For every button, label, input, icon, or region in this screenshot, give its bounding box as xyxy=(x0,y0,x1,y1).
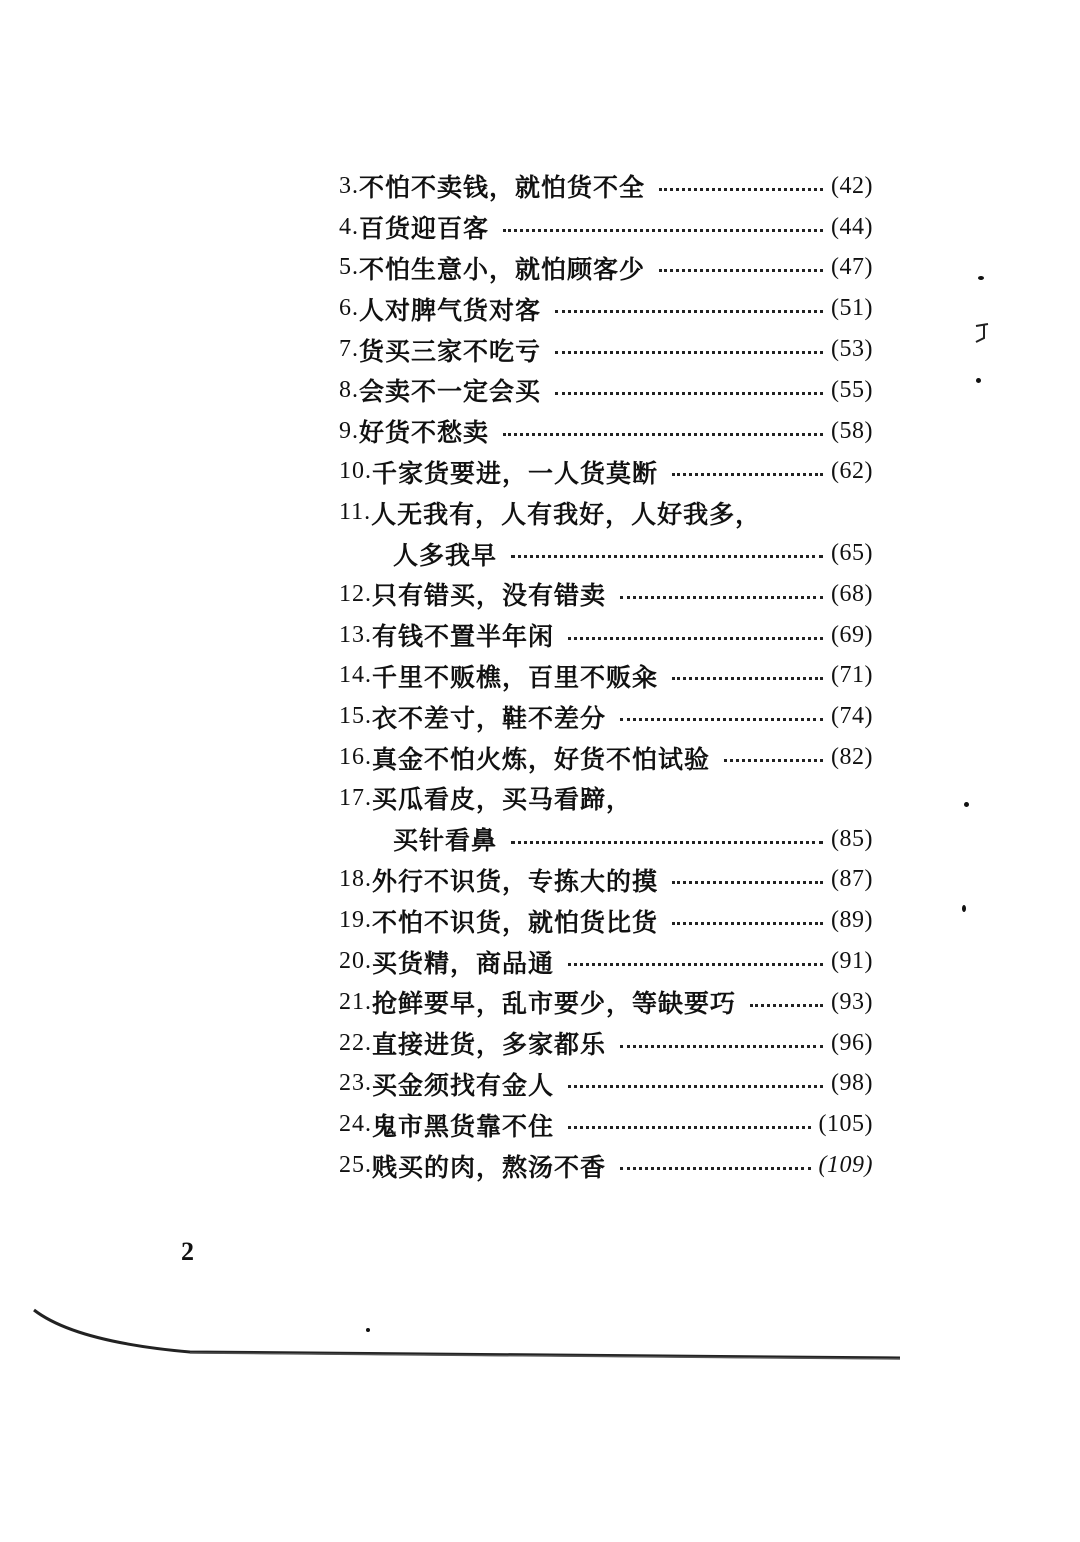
toc-entry xyxy=(339,370,873,411)
toc-entry-page: (109) xyxy=(818,1152,873,1179)
dot-leader xyxy=(672,922,823,925)
toc-entry-title: 人对脾气货对客 xyxy=(359,295,542,325)
toc-entry-title-continued: 买针看鼻 xyxy=(393,826,498,856)
toc-entry-title: 千里不贩樵，百里不贩籴 xyxy=(372,662,659,692)
table-of-contents xyxy=(339,166,873,1186)
scan-speck xyxy=(962,905,966,912)
toc-entry-number: 10. xyxy=(339,458,372,485)
dot-leader xyxy=(511,555,823,558)
toc-entry xyxy=(339,615,873,656)
toc-entry-number: 14. xyxy=(339,662,372,689)
toc-entry-title: 不怕生意小，就怕顾客少 xyxy=(359,254,646,284)
dot-leader xyxy=(511,841,823,844)
dot-leader xyxy=(555,310,823,313)
scan-speck xyxy=(976,378,981,383)
toc-entry-title: 不怕不识货，就怕货比货 xyxy=(372,907,659,937)
scan-mark xyxy=(972,322,992,346)
toc-entry-title-continued: 人多我早 xyxy=(393,540,498,570)
dot-leader xyxy=(672,473,823,476)
dot-leader xyxy=(568,1126,811,1129)
dot-leader xyxy=(724,759,823,762)
toc-entry-title: 不怕不卖钱，就怕货不全 xyxy=(359,173,646,203)
scan-speck xyxy=(964,802,969,807)
toc-entry-number: 24. xyxy=(339,1111,372,1138)
toc-entry xyxy=(339,574,873,615)
toc-entry-number: 15. xyxy=(339,703,372,730)
toc-entry xyxy=(339,1064,873,1105)
toc-entry-title: 买金须找有金人 xyxy=(372,1070,555,1100)
dot-leader xyxy=(672,881,823,884)
dot-leader xyxy=(503,229,823,232)
toc-entry-number: 22. xyxy=(339,1029,372,1056)
toc-entry xyxy=(339,248,873,289)
toc-entry-number: 7. xyxy=(339,336,359,363)
toc-entry-title: 会卖不一定会买 xyxy=(359,377,542,407)
toc-entry-page: (98) xyxy=(831,1070,873,1097)
toc-entry-page: (53) xyxy=(831,336,873,363)
dot-leader xyxy=(503,433,823,436)
toc-entry xyxy=(339,329,873,370)
toc-entry-continuation xyxy=(339,533,873,574)
dot-leader xyxy=(620,1045,823,1048)
dot-leader xyxy=(568,963,823,966)
toc-entry-number: 6. xyxy=(339,295,359,322)
toc-entry xyxy=(339,900,873,941)
toc-entry xyxy=(339,941,873,982)
toc-entry-number: 11. xyxy=(339,499,372,526)
toc-entry-title: 贱买的肉，熬汤不香 xyxy=(372,1152,607,1182)
toc-entry-title: 外行不识货，专拣大的摸 xyxy=(372,866,659,896)
toc-entry-page: (96) xyxy=(831,1029,873,1056)
toc-entry-page: (47) xyxy=(831,254,873,281)
toc-entry-title: 买货精，商品通 xyxy=(372,948,555,978)
toc-entry-title: 人无我有，人有我好，人好我多， xyxy=(371,499,762,529)
toc-entry xyxy=(339,1023,873,1064)
toc-entry-page: (82) xyxy=(831,744,873,771)
scan-speck xyxy=(366,1328,370,1332)
toc-entry-number: 8. xyxy=(339,376,359,403)
toc-entry-page: (87) xyxy=(831,866,873,893)
toc-entry-title: 直接进货，多家都乐 xyxy=(372,1030,607,1060)
toc-entry xyxy=(339,492,873,533)
toc-entry-page: (58) xyxy=(831,417,873,444)
toc-entry xyxy=(339,207,873,248)
toc-entry xyxy=(339,656,873,697)
dot-leader xyxy=(659,188,823,191)
toc-entry-page: (44) xyxy=(831,213,873,240)
toc-entry-page: (74) xyxy=(831,703,873,730)
dot-leader xyxy=(555,392,823,395)
toc-entry-page: (65) xyxy=(831,540,873,567)
toc-entry xyxy=(339,737,873,778)
toc-entry-number: 3. xyxy=(339,172,359,199)
toc-entry-page: (105) xyxy=(818,1111,873,1138)
toc-entry-page: (89) xyxy=(831,907,873,934)
toc-entry-title: 买瓜看皮，买马看蹄， xyxy=(372,785,633,815)
page-number: 2 xyxy=(181,1237,194,1266)
toc-entry-title: 鬼市黑货靠不住 xyxy=(372,1111,555,1141)
toc-entry xyxy=(339,288,873,329)
toc-entry-number: 25. xyxy=(339,1152,372,1179)
toc-entry-number: 5. xyxy=(339,254,359,281)
toc-entry-number: 19. xyxy=(339,907,372,934)
toc-entry-number: 23. xyxy=(339,1070,372,1097)
toc-entry xyxy=(339,166,873,207)
dot-leader xyxy=(659,269,823,272)
toc-entry-number: 18. xyxy=(339,866,372,893)
toc-entry xyxy=(339,1145,873,1186)
toc-entry xyxy=(339,982,873,1023)
toc-entry-title: 只有错买，没有错卖 xyxy=(372,581,607,611)
toc-entry-page: (93) xyxy=(831,988,873,1015)
scan-speck xyxy=(978,276,984,280)
toc-entry-page: (51) xyxy=(831,295,873,322)
toc-entry-title: 千家货要进，一人货莫断 xyxy=(372,458,659,488)
toc-entry-page: (85) xyxy=(831,825,873,852)
toc-entry-number: 21. xyxy=(339,988,372,1015)
toc-entry-title: 百货迎百客 xyxy=(359,214,490,244)
toc-entry-title: 衣不差寸，鞋不差分 xyxy=(372,703,607,733)
toc-entry-page: (55) xyxy=(831,376,873,403)
toc-entry-number: 16. xyxy=(339,744,372,771)
toc-entry-page: (71) xyxy=(831,662,873,689)
dot-leader xyxy=(620,718,823,721)
scan-edge-line xyxy=(0,1290,1080,1380)
toc-entry-number: 17. xyxy=(339,784,372,811)
toc-entry-page: (42) xyxy=(831,172,873,199)
toc-entry-number: 9. xyxy=(339,417,359,444)
dot-leader xyxy=(555,351,823,354)
toc-entry-title: 有钱不置半年闲 xyxy=(372,622,555,652)
dot-leader xyxy=(568,637,823,640)
toc-entry-page: (69) xyxy=(831,621,873,648)
toc-entry-page: (91) xyxy=(831,948,873,975)
toc-entry-title: 抢鲜要早，乱市要少，等缺要巧 xyxy=(372,989,737,1019)
toc-entry xyxy=(339,860,873,901)
dot-leader xyxy=(750,1004,823,1007)
toc-entry xyxy=(339,452,873,493)
dot-leader xyxy=(620,1167,811,1170)
toc-entry xyxy=(339,1104,873,1145)
dot-leader xyxy=(568,1085,823,1088)
toc-entry-number: 12. xyxy=(339,580,372,607)
toc-entry xyxy=(339,696,873,737)
toc-entry-number: 20. xyxy=(339,948,372,975)
toc-entry-continuation xyxy=(339,819,873,860)
toc-entry-title: 货买三家不吃亏 xyxy=(359,336,542,366)
toc-entry-title: 真金不怕火炼，好货不怕试验 xyxy=(372,744,711,774)
toc-entry-title: 好货不愁卖 xyxy=(359,418,490,448)
toc-entry-page: (62) xyxy=(831,458,873,485)
toc-entry-number: 13. xyxy=(339,621,372,648)
dot-leader xyxy=(672,677,823,680)
toc-entry-number: 4. xyxy=(339,213,359,240)
toc-entry xyxy=(339,411,873,452)
toc-entry-page: (68) xyxy=(831,580,873,607)
dot-leader xyxy=(620,596,823,599)
toc-entry xyxy=(339,778,873,819)
